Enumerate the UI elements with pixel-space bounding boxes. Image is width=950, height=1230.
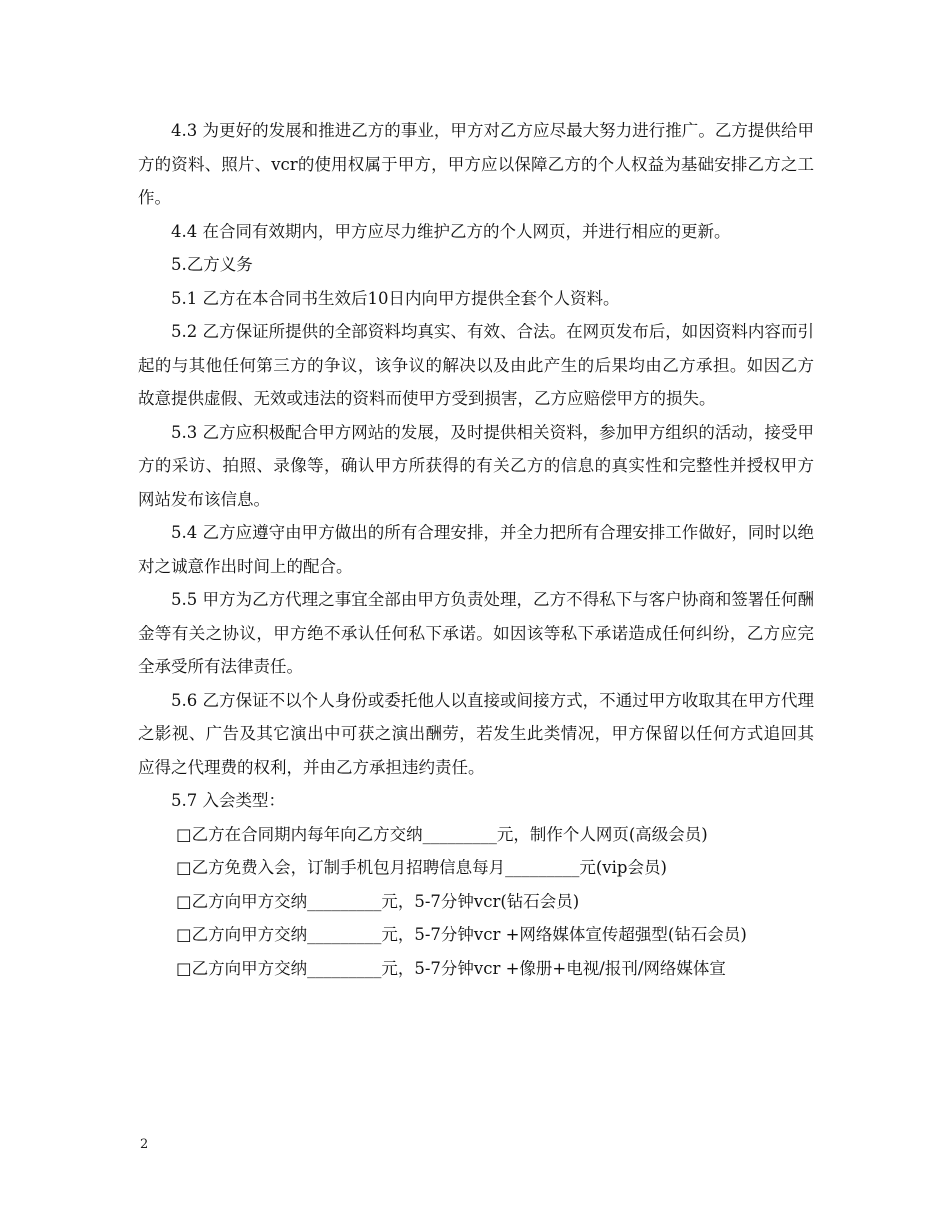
clause-5-1: 5.1 乙方在本合同书生效后10日内向甲方提供全套个人资料。 bbox=[171, 288, 620, 308]
clause-5-6: 5.6 乙方保证不以个人身份或委托他人以直接或间接方式，不通过甲方收取其在甲方代理之影视、广告及其它演出中可获之演出酬劳，若发生此类情况，甲方保留以任何方式追回其应得之代理费的权利，并由乙方承担违约责任。 bbox=[138, 690, 814, 777]
page-number: 2 bbox=[140, 1137, 149, 1152]
membership-option-senior: □乙方在合同期内每年向乙方交纳_________元，制作个人网页(高级会员) bbox=[176, 824, 708, 844]
clause-5-3: 5.3 乙方应积极配合甲方网站的发展，及时提供相关资料，参加甲方组织的活动，接受甲方的采访、拍照、录像等，确认甲方所获得的有关乙方的信息的真实性和完整性并授权甲方网站发布该信息。 bbox=[138, 422, 814, 509]
membership-option-diamond: □乙方向甲方交纳_________元，5-7分钟vcr(钻石会员) bbox=[176, 891, 580, 911]
clause-5-2: 5.2 乙方保证所提供的全部资料均真实、有效、合法。在网页发布后，如因资料内容而引起的与其他任何第三方的争议，该争议的解决以及由此产生的后果均由乙方承担。如因乙方故意提供虚假、无效或违法的资料而使甲方受到损害，乙方应赔偿甲方的损失。 bbox=[138, 322, 814, 408]
clause-5-5: 5.5 甲方为乙方代理之事宜全部由甲方负责处理，乙方不得私下与客户协商和签署任何酬金等有关之协议，甲方绝不承认任何私下承诺。如因该等私下承诺造成任何纠纷，乙方应完全承受所有法律责任。 bbox=[138, 590, 814, 676]
membership-option-vip: □乙方免费入会，订制手机包月招聘信息每月_________元(vip会员) bbox=[176, 858, 667, 877]
clause-5-7: 5.7 入会类型： bbox=[171, 791, 285, 810]
document-body bbox=[138, 114, 814, 985]
clause-4-4: 4.4 在合同有效期内，甲方应尽力维护乙方的个人网页，并进行相应的更新。 bbox=[171, 221, 731, 241]
clause-5-4: 5.4 乙方应遵守由甲方做出的所有合理安排，并全力把所有合理安排工作做好，同时以绝对之诚意作出时间上的配合。 bbox=[138, 523, 814, 576]
membership-option-diamond-media: □乙方向甲方交纳_________元，5-7分钟vcr +网络媒体宣传超强型(钻石会员) bbox=[176, 925, 747, 944]
clause-4-3: 4.3 为更好的发展和推进乙方的事业，甲方对乙方应尽最大努力进行推广。乙方提供给甲方的资料、照片、vcr的使用权属于甲方，甲方应以保障乙方的个人权益为基础安排乙方之工作。 bbox=[138, 121, 814, 207]
section-heading-5: 5.乙方义务 bbox=[171, 255, 253, 274]
membership-option-diamond-full: □乙方向甲方交纳_________元，5-7分钟vcr +像册+电视/报刊/网络媒体宣 bbox=[176, 958, 726, 978]
